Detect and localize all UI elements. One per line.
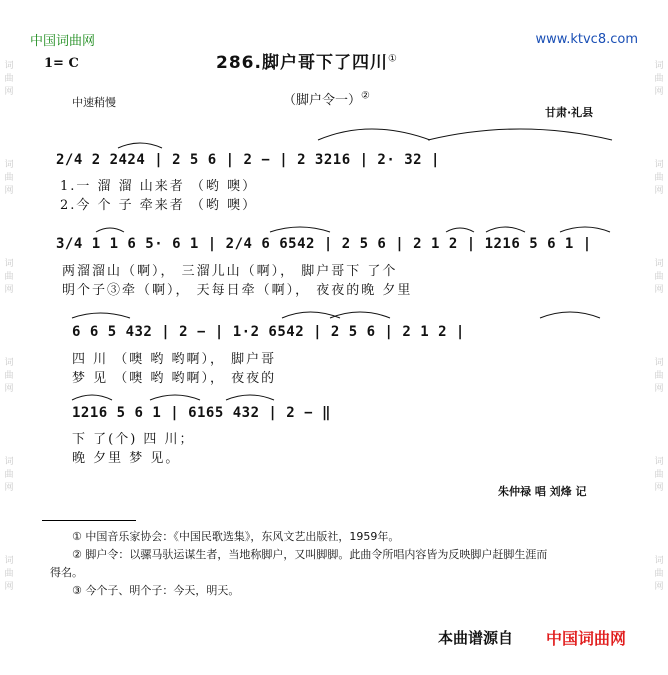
- watermark-text: 词曲网: [654, 457, 664, 493]
- footnote-2-cont: 得名。: [50, 566, 83, 579]
- title-footnote-mark: ①: [387, 53, 398, 65]
- source-label: 本曲谱源自: [438, 629, 514, 647]
- lyric-line-2a: 两溜溜山（啊）， 三溜儿山（啊）， 脚户哥下 了个: [62, 264, 398, 279]
- watermark-text: 词曲网: [654, 358, 664, 394]
- song-title-text: 286.脚户哥下了四川: [216, 53, 388, 73]
- lyric-line-1a: 1.一 溜 溜 山来者 （哟 噢）: [60, 179, 258, 194]
- footnote-3: ③ 今个子、明个子：今天，明天。: [72, 584, 240, 597]
- lyric-line-3b: 梦 见 （噢 哟 哟啊）， 夜夜的: [72, 371, 277, 386]
- tempo-marking: 中速稍慢: [72, 96, 116, 109]
- watermark-text: 词曲网: [654, 160, 664, 196]
- lyric-line-1b: 2.今 个 子 牵来者 （哟 噢）: [60, 198, 258, 213]
- slur-arc: [446, 228, 474, 232]
- slur-arc: [96, 228, 124, 232]
- song-subtitle-text: （脚户令一）: [283, 93, 362, 108]
- notation-line-3: 6 6 5 432 | 2 − | 1·2 6542 | 2 5 6 | 2 1 2 |: [72, 324, 465, 340]
- watermark-text: 词曲网: [4, 457, 14, 493]
- watermark-text: 词曲网: [654, 61, 664, 97]
- slur-arc: [150, 395, 200, 400]
- song-region: 甘肃·礼县: [545, 106, 594, 119]
- footnote-1: ① 中国音乐家协会：《中国民歌选集》，东风文艺出版社，1959年。: [72, 530, 400, 543]
- subtitle-footnote-mark: ②: [361, 90, 370, 102]
- watermark-text: 词曲网: [4, 358, 14, 394]
- lyric-line-3a: 四 川 （噢 哟 哟啊）， 脚户哥: [72, 352, 277, 367]
- footnote-2: ② 脚户令：以骡马驮运谋生者，当地称脚户，又叫脚脚。此曲令所唱内容皆为反映脚户赶脚生涯而: [72, 548, 548, 561]
- notation-line-2: 3/4 1 1 6 5· 6 1 | 2/4 6 6542 | 2 5 6 | 2 1 2 | 1216 5 6 1 |: [56, 236, 592, 252]
- key-signature: 1= C: [44, 56, 79, 71]
- footnote-divider: [42, 520, 136, 521]
- site-url[interactable]: www.ktvc8.com: [535, 32, 638, 47]
- watermark-text: 词曲网: [4, 259, 14, 295]
- slur-arc: [560, 227, 610, 232]
- watermark-text: 词曲网: [4, 556, 14, 592]
- watermark-text: 词曲网: [4, 160, 14, 196]
- watermark-text: 词曲网: [4, 61, 14, 97]
- performer-credits: 朱仲禄 唱 刘烽 记: [498, 485, 587, 498]
- slur-arc: [72, 313, 130, 318]
- lyric-line-2b: 明个子③牵（啊）， 天每日牵（啊）， 夜夜的晚 夕里: [62, 283, 413, 298]
- slur-arc: [428, 129, 612, 140]
- slur-arc: [540, 312, 600, 318]
- slur-arc: [318, 129, 430, 140]
- source-brand-link[interactable]: 中国词曲网: [546, 629, 627, 648]
- notation-line-4: 1216 5 6 1 | 6165 432 | 2 − ‖: [72, 405, 331, 421]
- slur-arc: [118, 143, 162, 148]
- watermark-text: 词曲网: [654, 556, 664, 592]
- lyric-line-4a: 下 了(个) 四 川；: [72, 432, 195, 447]
- notation-line-1: 2/4 2 2424 | 2 5 6 | 2 − | 2 3216 | 2· 32 |: [56, 152, 440, 168]
- slur-arc: [72, 395, 112, 400]
- watermark-text: 词曲网: [654, 259, 664, 295]
- site-logo-text[interactable]: 中国词曲网: [30, 34, 96, 49]
- slur-arc: [226, 395, 274, 400]
- lyric-line-4b: 晚 夕里 梦 见。: [72, 451, 181, 466]
- slur-arc: [486, 227, 525, 232]
- slur-arc: [270, 227, 330, 232]
